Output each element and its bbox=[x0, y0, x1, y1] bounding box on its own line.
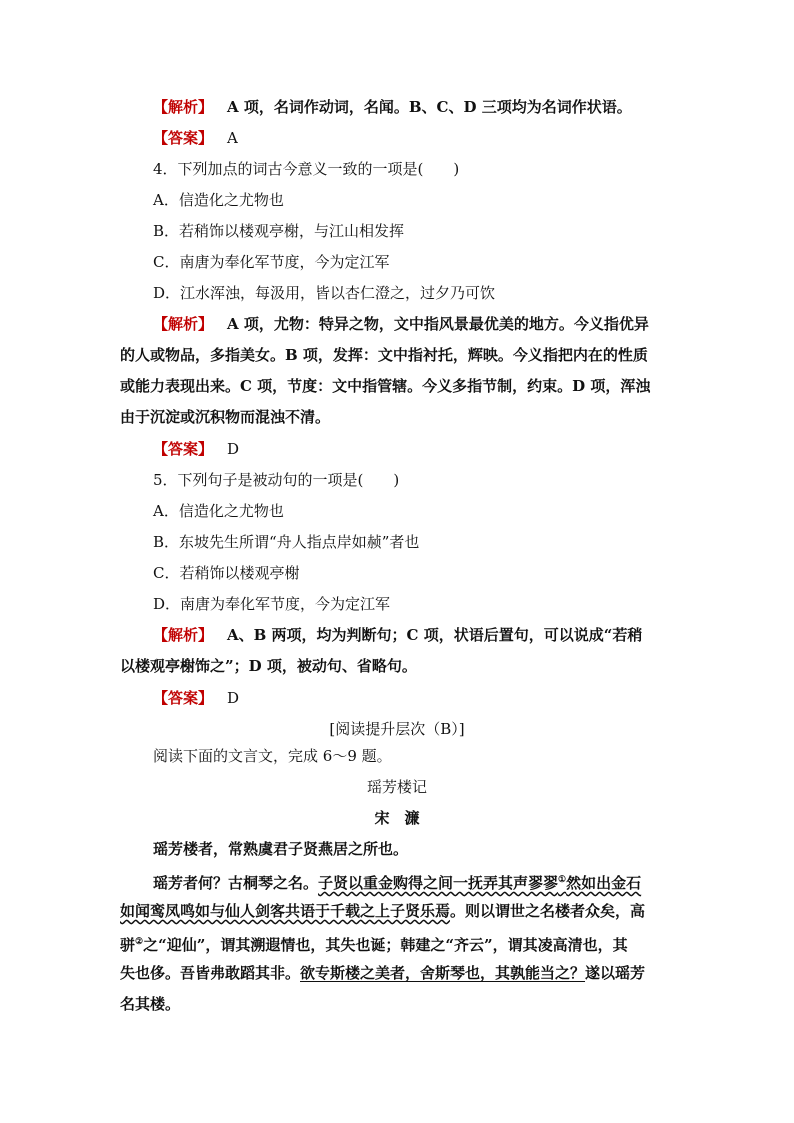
q5-option-d: D．南唐为奉化军节度，今为定江军 bbox=[153, 595, 391, 613]
p2-line1-c: 然如出金石 bbox=[566, 874, 642, 892]
article-author: 宋 濂 bbox=[374, 809, 420, 827]
q5-analysis-line-2: 以楼观亭榭饰之”；D 项，被动句、省略句。 bbox=[120, 657, 417, 675]
p2-line2-a: 如闻鸾凤鸣如与仙人剑客共语于千载之上子贤乐焉 bbox=[120, 902, 451, 920]
q4-answer-value: D bbox=[227, 440, 240, 458]
analysis-tag: 【解析】 bbox=[153, 315, 214, 333]
article-p2-line-2 bbox=[120, 900, 645, 922]
article-p2-line-3 bbox=[120, 931, 628, 956]
q5-option-b: B．东坡先生所谓“舟人指点岸如赪”者也 bbox=[153, 533, 420, 551]
p2-line4-underlined: 欲专斯楼之美者，舍斯琴也，其孰能当之？ bbox=[300, 964, 586, 982]
p2-line3-b: 之“迎仙”，谓其溯遐情也，其失也诞；韩建之“齐云”，谓其凌高清也，其 bbox=[143, 936, 628, 954]
answer-tag: 【答案】 bbox=[153, 689, 214, 707]
q4-option-b: B．若稍饰以楼观亭榭，与江山相发挥 bbox=[153, 222, 405, 240]
section-header: [阅读提升层次（B）] bbox=[329, 720, 465, 738]
q3-answer bbox=[153, 127, 238, 149]
q4-analysis-line-2: 的人或物品，多指美女。B 项，发挥：文中指衬托，辉映。今义指把内在的性质 bbox=[120, 346, 648, 364]
p2-line1-a: 瑶芳者何？古桐琴之名。 bbox=[153, 874, 319, 892]
p2-line1-b: 子贤以重金购得之间一抚弄其声翏翏 bbox=[318, 874, 559, 892]
q5-analysis bbox=[153, 624, 642, 646]
reading-instruction: 阅读下面的文言文，完成 6～9 题。 bbox=[153, 747, 392, 765]
q4-analysis-line-4: 由于沉淀或沉积物而混浊不清。 bbox=[120, 408, 331, 426]
p2-line4-c: 遂以瑶芳 bbox=[585, 964, 646, 982]
q4-analysis-line-1: A 项，尤物：特异之物，文中指风景最优美的地方。今义指优异 bbox=[227, 315, 649, 333]
article-p2-line-1 bbox=[153, 869, 641, 894]
answer-tag: 【答案】 bbox=[153, 440, 214, 458]
q4-option-a: A．信造化之尤物也 bbox=[153, 191, 284, 209]
q5-analysis-line-1: A、B 两项，均为判断句；C 项，状语后置句，可以说成“若稍 bbox=[227, 626, 643, 644]
p2-line4-a: 失也侈。吾皆弗敢蹈其非。 bbox=[120, 964, 301, 982]
article-title: 瑶芳楼记 bbox=[366, 778, 427, 796]
q4-analysis-line-3: 或能力表现出来。C 项，节度：文中指管辖。今义多指节制，约束。D 项，浑浊 bbox=[120, 377, 651, 395]
q5-option-a: A．信造化之尤物也 bbox=[153, 502, 284, 520]
footnote-marker-2: ② bbox=[135, 937, 144, 947]
footnote-marker-1: ① bbox=[558, 875, 567, 885]
analysis-tag: 【解析】 bbox=[153, 626, 214, 644]
q4-answer bbox=[153, 438, 239, 460]
p2-line3-a: 骈 bbox=[120, 936, 136, 954]
q5-answer bbox=[153, 687, 239, 709]
q5-option-c: C．若稍饰以楼观亭榭 bbox=[153, 564, 300, 582]
q3-analysis-text: A 项，名词作动词，名闻。B、C、D 三项均为名词作状语。 bbox=[227, 98, 632, 116]
q4-option-d: D．江水浑浊，每汲用，皆以杏仁澄之，过夕乃可饮 bbox=[153, 284, 496, 302]
q3-analysis bbox=[153, 96, 632, 118]
q5-stem: 5．下列句子是被动句的一项是( ) bbox=[153, 471, 400, 489]
article-p2-line-5: 名其楼。 bbox=[120, 995, 181, 1013]
q4-stem: 4．下列加点的词古今意义一致的一项是( ) bbox=[153, 160, 460, 178]
q3-answer-value: A bbox=[227, 129, 238, 147]
q5-answer-value: D bbox=[227, 689, 240, 707]
answer-tag: 【答案】 bbox=[153, 129, 214, 147]
article-p2-line-4 bbox=[120, 962, 645, 984]
analysis-tag: 【解析】 bbox=[153, 98, 214, 116]
q4-analysis bbox=[153, 313, 649, 335]
p2-line1-wavy bbox=[318, 874, 641, 892]
article-paragraph-1: 瑶芳楼者，常熟虞君子贤燕居之所也。 bbox=[153, 840, 409, 858]
q4-option-c: C．南唐为奉化军节度，今为定江军 bbox=[153, 253, 390, 271]
p2-line2-b: 。则以谓世之名楼者众矣，高 bbox=[450, 902, 646, 920]
